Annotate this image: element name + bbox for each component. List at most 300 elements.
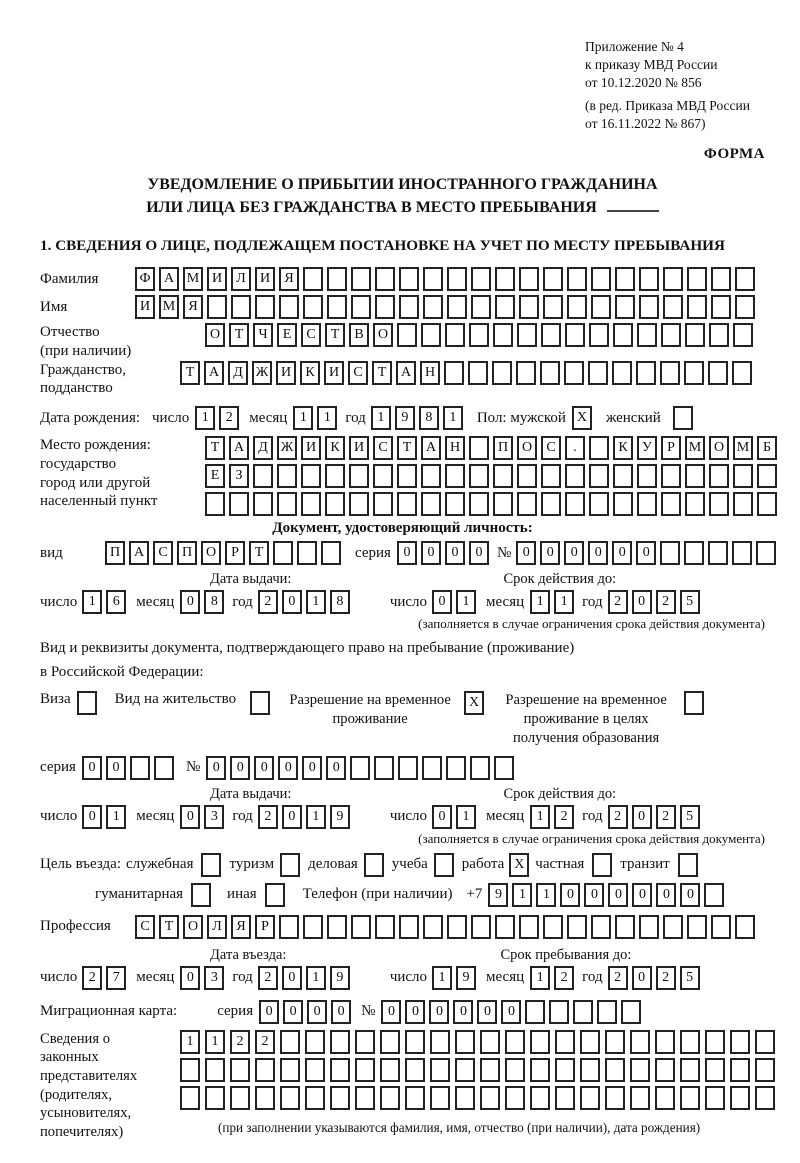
- char-cell[interactable]: [280, 853, 300, 877]
- inaya-checkbox[interactable]: [265, 883, 285, 907]
- char-cell[interactable]: [589, 436, 609, 460]
- char-cell[interactable]: [735, 915, 755, 939]
- char-cell[interactable]: 9: [330, 805, 350, 829]
- char-cell[interactable]: 2: [608, 590, 628, 614]
- char-cell[interactable]: 1: [554, 590, 574, 614]
- char-cell[interactable]: О: [205, 323, 225, 347]
- char-cell[interactable]: 0: [283, 1000, 303, 1024]
- char-cell[interactable]: X: [572, 406, 592, 430]
- char-cell[interactable]: [201, 853, 221, 877]
- birth-place-row-3[interactable]: [205, 492, 777, 516]
- profession-cells[interactable]: [135, 915, 755, 939]
- char-cell[interactable]: [589, 464, 609, 488]
- char-cell[interactable]: 2: [258, 805, 278, 829]
- char-cell[interactable]: Ж: [252, 361, 272, 385]
- char-cell[interactable]: Ф: [135, 267, 155, 291]
- char-cell[interactable]: [423, 295, 443, 319]
- char-cell[interactable]: [455, 1086, 475, 1110]
- char-cell[interactable]: [735, 267, 755, 291]
- char-cell[interactable]: О: [517, 436, 537, 460]
- char-cell[interactable]: [321, 541, 341, 565]
- char-cell[interactable]: [730, 1058, 750, 1082]
- entry-year-cells[interactable]: [258, 966, 350, 990]
- char-cell[interactable]: [397, 492, 417, 516]
- ucheba-checkbox[interactable]: [434, 853, 454, 877]
- char-cell[interactable]: Р: [661, 436, 681, 460]
- char-cell[interactable]: [517, 464, 537, 488]
- char-cell[interactable]: [375, 915, 395, 939]
- char-cell[interactable]: [493, 464, 513, 488]
- char-cell[interactable]: [685, 323, 705, 347]
- char-cell[interactable]: [495, 295, 515, 319]
- char-cell[interactable]: 3: [204, 805, 224, 829]
- char-cell[interactable]: К: [325, 436, 345, 460]
- char-cell[interactable]: [351, 295, 371, 319]
- char-cell[interactable]: И: [135, 295, 155, 319]
- char-cell[interactable]: 0: [282, 966, 302, 990]
- char-cell[interactable]: П: [177, 541, 197, 565]
- char-cell[interactable]: [709, 464, 729, 488]
- char-cell[interactable]: 0: [453, 1000, 473, 1024]
- birth-place-row-1[interactable]: [205, 436, 777, 460]
- char-cell[interactable]: Я: [279, 267, 299, 291]
- surname-cells[interactable]: [135, 267, 755, 291]
- char-cell[interactable]: [680, 1030, 700, 1054]
- char-cell[interactable]: 0: [445, 541, 465, 565]
- char-cell[interactable]: [567, 267, 587, 291]
- char-cell[interactable]: 1: [106, 805, 126, 829]
- char-cell[interactable]: [280, 1086, 300, 1110]
- char-cell[interactable]: [405, 1058, 425, 1082]
- char-cell[interactable]: 7: [106, 966, 126, 990]
- char-cell[interactable]: 0: [632, 805, 652, 829]
- char-cell[interactable]: [455, 1058, 475, 1082]
- char-cell[interactable]: [684, 361, 704, 385]
- char-cell[interactable]: Е: [205, 464, 225, 488]
- char-cell[interactable]: [355, 1058, 375, 1082]
- char-cell[interactable]: Я: [183, 295, 203, 319]
- char-cell[interactable]: [327, 267, 347, 291]
- char-cell[interactable]: [705, 1086, 725, 1110]
- char-cell[interactable]: 0: [331, 1000, 351, 1024]
- char-cell[interactable]: 9: [395, 406, 415, 430]
- char-cell[interactable]: 1: [82, 590, 102, 614]
- char-cell[interactable]: [543, 915, 563, 939]
- char-cell[interactable]: [567, 915, 587, 939]
- char-cell[interactable]: [732, 361, 752, 385]
- char-cell[interactable]: [471, 295, 491, 319]
- char-cell[interactable]: 0: [632, 590, 652, 614]
- char-cell[interactable]: Т: [205, 436, 225, 460]
- char-cell[interactable]: Л: [231, 267, 251, 291]
- char-cell[interactable]: [205, 492, 225, 516]
- char-cell[interactable]: [630, 1030, 650, 1054]
- char-cell[interactable]: [297, 541, 317, 565]
- char-cell[interactable]: М: [685, 436, 705, 460]
- char-cell[interactable]: 9: [456, 966, 476, 990]
- char-cell[interactable]: [480, 1058, 500, 1082]
- char-cell[interactable]: 0: [540, 541, 560, 565]
- char-cell[interactable]: [591, 295, 611, 319]
- char-cell[interactable]: [613, 323, 633, 347]
- char-cell[interactable]: [597, 1000, 617, 1024]
- char-cell[interactable]: [639, 915, 659, 939]
- char-cell[interactable]: [525, 1000, 545, 1024]
- char-cell[interactable]: [305, 1058, 325, 1082]
- char-cell[interactable]: [330, 1030, 350, 1054]
- char-cell[interactable]: 0: [397, 541, 417, 565]
- char-cell[interactable]: А: [129, 541, 149, 565]
- char-cell[interactable]: 0: [259, 1000, 279, 1024]
- char-cell[interactable]: [505, 1030, 525, 1054]
- char-cell[interactable]: 1: [306, 805, 326, 829]
- char-cell[interactable]: С: [135, 915, 155, 939]
- representatives-row-3[interactable]: [180, 1086, 775, 1110]
- char-cell[interactable]: 0: [405, 1000, 425, 1024]
- char-cell[interactable]: [445, 323, 465, 347]
- char-cell[interactable]: [280, 1058, 300, 1082]
- residence-valid-day-cells[interactable]: [432, 805, 476, 829]
- char-cell[interactable]: [303, 295, 323, 319]
- char-cell[interactable]: 1: [205, 1030, 225, 1054]
- char-cell[interactable]: [540, 361, 560, 385]
- char-cell[interactable]: 2: [656, 966, 676, 990]
- char-cell[interactable]: Н: [420, 361, 440, 385]
- char-cell[interactable]: [327, 915, 347, 939]
- birth-year-cells[interactable]: [371, 406, 463, 430]
- char-cell[interactable]: [231, 295, 251, 319]
- char-cell[interactable]: Р: [225, 541, 245, 565]
- char-cell[interactable]: 2: [608, 805, 628, 829]
- char-cell[interactable]: [375, 295, 395, 319]
- char-cell[interactable]: 0: [469, 541, 489, 565]
- char-cell[interactable]: [730, 1086, 750, 1110]
- char-cell[interactable]: 2: [608, 966, 628, 990]
- char-cell[interactable]: 3: [204, 966, 224, 990]
- char-cell[interactable]: 0: [680, 883, 700, 907]
- char-cell[interactable]: 0: [432, 590, 452, 614]
- char-cell[interactable]: [755, 1058, 775, 1082]
- vnzh-checkbox[interactable]: [250, 691, 270, 715]
- char-cell[interactable]: 0: [501, 1000, 521, 1024]
- char-cell[interactable]: [565, 323, 585, 347]
- char-cell[interactable]: [637, 464, 657, 488]
- char-cell[interactable]: [351, 915, 371, 939]
- char-cell[interactable]: [588, 361, 608, 385]
- char-cell[interactable]: [519, 915, 539, 939]
- char-cell[interactable]: [615, 295, 635, 319]
- char-cell[interactable]: [589, 492, 609, 516]
- char-cell[interactable]: И: [207, 267, 227, 291]
- char-cell[interactable]: [756, 541, 776, 565]
- char-cell[interactable]: [305, 1086, 325, 1110]
- char-cell[interactable]: Д: [228, 361, 248, 385]
- gumanitarnaya-checkbox[interactable]: [191, 883, 211, 907]
- char-cell[interactable]: [704, 883, 724, 907]
- char-cell[interactable]: М: [183, 267, 203, 291]
- residence-issue-day-cells[interactable]: [82, 805, 126, 829]
- char-cell[interactable]: [205, 1086, 225, 1110]
- char-cell[interactable]: 0: [584, 883, 604, 907]
- char-cell[interactable]: [469, 492, 489, 516]
- char-cell[interactable]: [327, 295, 347, 319]
- char-cell[interactable]: [685, 464, 705, 488]
- char-cell[interactable]: [555, 1086, 575, 1110]
- residence-issue-year-cells[interactable]: [258, 805, 350, 829]
- sex-male-checkbox[interactable]: [572, 406, 592, 430]
- char-cell[interactable]: [564, 361, 584, 385]
- char-cell[interactable]: 0: [612, 541, 632, 565]
- char-cell[interactable]: 2: [230, 1030, 250, 1054]
- char-cell[interactable]: [374, 756, 394, 780]
- char-cell[interactable]: [330, 1086, 350, 1110]
- char-cell[interactable]: [279, 915, 299, 939]
- delovaya-checkbox[interactable]: [364, 853, 384, 877]
- char-cell[interactable]: [255, 1058, 275, 1082]
- char-cell[interactable]: 5: [680, 590, 700, 614]
- representatives-row-1[interactable]: [180, 1030, 775, 1054]
- char-cell[interactable]: Л: [207, 915, 227, 939]
- char-cell[interactable]: [708, 541, 728, 565]
- char-cell[interactable]: 0: [82, 756, 102, 780]
- char-cell[interactable]: [77, 691, 97, 715]
- char-cell[interactable]: С: [153, 541, 173, 565]
- char-cell[interactable]: 0: [230, 756, 250, 780]
- char-cell[interactable]: Ж: [277, 436, 297, 460]
- char-cell[interactable]: [421, 323, 441, 347]
- char-cell[interactable]: И: [324, 361, 344, 385]
- char-cell[interactable]: В: [349, 323, 369, 347]
- char-cell[interactable]: [757, 464, 777, 488]
- char-cell[interactable]: 8: [330, 590, 350, 614]
- given-name-cells[interactable]: [135, 295, 755, 319]
- char-cell[interactable]: [516, 361, 536, 385]
- identity-doc-number-cells[interactable]: [516, 541, 776, 565]
- char-cell[interactable]: 5: [680, 805, 700, 829]
- char-cell[interactable]: [469, 323, 489, 347]
- char-cell[interactable]: П: [493, 436, 513, 460]
- char-cell[interactable]: 0: [180, 590, 200, 614]
- char-cell[interactable]: [373, 492, 393, 516]
- char-cell[interactable]: Ч: [253, 323, 273, 347]
- char-cell[interactable]: [494, 756, 514, 780]
- rvp-edu-checkbox[interactable]: [684, 691, 704, 715]
- residence-valid-month-cells[interactable]: [530, 805, 574, 829]
- char-cell[interactable]: 0: [516, 541, 536, 565]
- stay-year-cells[interactable]: [608, 966, 700, 990]
- char-cell[interactable]: [305, 1030, 325, 1054]
- char-cell[interactable]: 2: [656, 590, 676, 614]
- char-cell[interactable]: 1: [456, 805, 476, 829]
- char-cell[interactable]: 2: [656, 805, 676, 829]
- char-cell[interactable]: [397, 323, 417, 347]
- char-cell[interactable]: Т: [325, 323, 345, 347]
- char-cell[interactable]: [543, 295, 563, 319]
- char-cell[interactable]: [373, 464, 393, 488]
- char-cell[interactable]: 0: [326, 756, 346, 780]
- char-cell[interactable]: 2: [255, 1030, 275, 1054]
- char-cell[interactable]: А: [396, 361, 416, 385]
- char-cell[interactable]: [493, 323, 513, 347]
- char-cell[interactable]: [350, 756, 370, 780]
- char-cell[interactable]: [687, 295, 707, 319]
- char-cell[interactable]: [605, 1086, 625, 1110]
- char-cell[interactable]: [250, 691, 270, 715]
- patronymic-cells[interactable]: [205, 323, 753, 347]
- char-cell[interactable]: [705, 1030, 725, 1054]
- char-cell[interactable]: [375, 267, 395, 291]
- char-cell[interactable]: М: [733, 436, 753, 460]
- char-cell[interactable]: [687, 267, 707, 291]
- char-cell[interactable]: [355, 1086, 375, 1110]
- char-cell[interactable]: [301, 492, 321, 516]
- char-cell[interactable]: [636, 361, 656, 385]
- char-cell[interactable]: [549, 1000, 569, 1024]
- char-cell[interactable]: [399, 267, 419, 291]
- char-cell[interactable]: [380, 1058, 400, 1082]
- char-cell[interactable]: У: [637, 436, 657, 460]
- char-cell[interactable]: Б: [757, 436, 777, 460]
- char-cell[interactable]: [430, 1086, 450, 1110]
- char-cell[interactable]: [591, 267, 611, 291]
- char-cell[interactable]: [580, 1086, 600, 1110]
- char-cell[interactable]: [685, 492, 705, 516]
- char-cell[interactable]: .: [565, 436, 585, 460]
- char-cell[interactable]: [423, 267, 443, 291]
- char-cell[interactable]: 1: [530, 590, 550, 614]
- tranzit-checkbox[interactable]: [678, 853, 698, 877]
- char-cell[interactable]: 1: [530, 966, 550, 990]
- char-cell[interactable]: [253, 492, 273, 516]
- char-cell[interactable]: [398, 756, 418, 780]
- char-cell[interactable]: [421, 464, 441, 488]
- char-cell[interactable]: [630, 1086, 650, 1110]
- char-cell[interactable]: [589, 323, 609, 347]
- char-cell[interactable]: [755, 1030, 775, 1054]
- char-cell[interactable]: [684, 691, 704, 715]
- char-cell[interactable]: [639, 267, 659, 291]
- char-cell[interactable]: 1: [432, 966, 452, 990]
- char-cell[interactable]: [711, 295, 731, 319]
- char-cell[interactable]: [207, 295, 227, 319]
- identity-doc-type-cells[interactable]: [105, 541, 341, 565]
- char-cell[interactable]: 0: [564, 541, 584, 565]
- char-cell[interactable]: [434, 853, 454, 877]
- char-cell[interactable]: [355, 1030, 375, 1054]
- char-cell[interactable]: [303, 267, 323, 291]
- char-cell[interactable]: [493, 492, 513, 516]
- char-cell[interactable]: Т: [397, 436, 417, 460]
- char-cell[interactable]: [468, 361, 488, 385]
- char-cell[interactable]: [397, 464, 417, 488]
- char-cell[interactable]: И: [349, 436, 369, 460]
- char-cell[interactable]: [555, 1030, 575, 1054]
- char-cell[interactable]: [430, 1058, 450, 1082]
- char-cell[interactable]: 0: [429, 1000, 449, 1024]
- char-cell[interactable]: [541, 323, 561, 347]
- char-cell[interactable]: [430, 1030, 450, 1054]
- char-cell[interactable]: 9: [330, 966, 350, 990]
- char-cell[interactable]: 0: [632, 966, 652, 990]
- char-cell[interactable]: [470, 756, 490, 780]
- char-cell[interactable]: [301, 464, 321, 488]
- char-cell[interactable]: И: [276, 361, 296, 385]
- char-cell[interactable]: [230, 1058, 250, 1082]
- char-cell[interactable]: [733, 492, 753, 516]
- residence-number-cells[interactable]: [206, 756, 514, 780]
- char-cell[interactable]: [732, 541, 752, 565]
- char-cell[interactable]: А: [204, 361, 224, 385]
- char-cell[interactable]: С: [541, 436, 561, 460]
- char-cell[interactable]: [711, 267, 731, 291]
- char-cell[interactable]: [555, 1058, 575, 1082]
- char-cell[interactable]: [471, 267, 491, 291]
- char-cell[interactable]: 1: [530, 805, 550, 829]
- representatives-row-2[interactable]: [180, 1058, 775, 1082]
- char-cell[interactable]: Т: [229, 323, 249, 347]
- char-cell[interactable]: С: [301, 323, 321, 347]
- char-cell[interactable]: [495, 267, 515, 291]
- char-cell[interactable]: [592, 853, 612, 877]
- char-cell[interactable]: [517, 492, 537, 516]
- char-cell[interactable]: Т: [372, 361, 392, 385]
- char-cell[interactable]: [684, 541, 704, 565]
- char-cell[interactable]: Т: [159, 915, 179, 939]
- char-cell[interactable]: 1: [293, 406, 313, 430]
- char-cell[interactable]: X: [509, 853, 529, 877]
- char-cell[interactable]: [613, 464, 633, 488]
- stay-month-cells[interactable]: [530, 966, 574, 990]
- char-cell[interactable]: 0: [588, 541, 608, 565]
- identity-valid-year-cells[interactable]: [608, 590, 700, 614]
- char-cell[interactable]: [733, 464, 753, 488]
- char-cell[interactable]: Д: [253, 436, 273, 460]
- char-cell[interactable]: [605, 1058, 625, 1082]
- char-cell[interactable]: [423, 915, 443, 939]
- birth-place-row-2[interactable]: [205, 464, 777, 488]
- char-cell[interactable]: 0: [381, 1000, 401, 1024]
- char-cell[interactable]: [469, 436, 489, 460]
- char-cell[interactable]: [447, 267, 467, 291]
- char-cell[interactable]: [565, 464, 585, 488]
- char-cell[interactable]: [130, 756, 150, 780]
- char-cell[interactable]: [180, 1086, 200, 1110]
- char-cell[interactable]: [505, 1086, 525, 1110]
- rvp-checkbox[interactable]: [464, 691, 484, 715]
- char-cell[interactable]: [421, 492, 441, 516]
- char-cell[interactable]: [639, 295, 659, 319]
- char-cell[interactable]: [255, 295, 275, 319]
- char-cell[interactable]: Е: [277, 323, 297, 347]
- chastnaya-checkbox[interactable]: [592, 853, 612, 877]
- char-cell[interactable]: [265, 883, 285, 907]
- char-cell[interactable]: [615, 915, 635, 939]
- char-cell[interactable]: [519, 295, 539, 319]
- char-cell[interactable]: Р: [255, 915, 275, 939]
- char-cell[interactable]: 1: [512, 883, 532, 907]
- char-cell[interactable]: Т: [249, 541, 269, 565]
- rabota-checkbox[interactable]: [509, 853, 529, 877]
- char-cell[interactable]: [230, 1086, 250, 1110]
- char-cell[interactable]: 1: [371, 406, 391, 430]
- char-cell[interactable]: [708, 361, 728, 385]
- char-cell[interactable]: [205, 1058, 225, 1082]
- char-cell[interactable]: 2: [554, 966, 574, 990]
- birth-day-cells[interactable]: [195, 406, 239, 430]
- char-cell[interactable]: [573, 1000, 593, 1024]
- identity-doc-seriya-cells[interactable]: [397, 541, 489, 565]
- residence-issue-month-cells[interactable]: [180, 805, 224, 829]
